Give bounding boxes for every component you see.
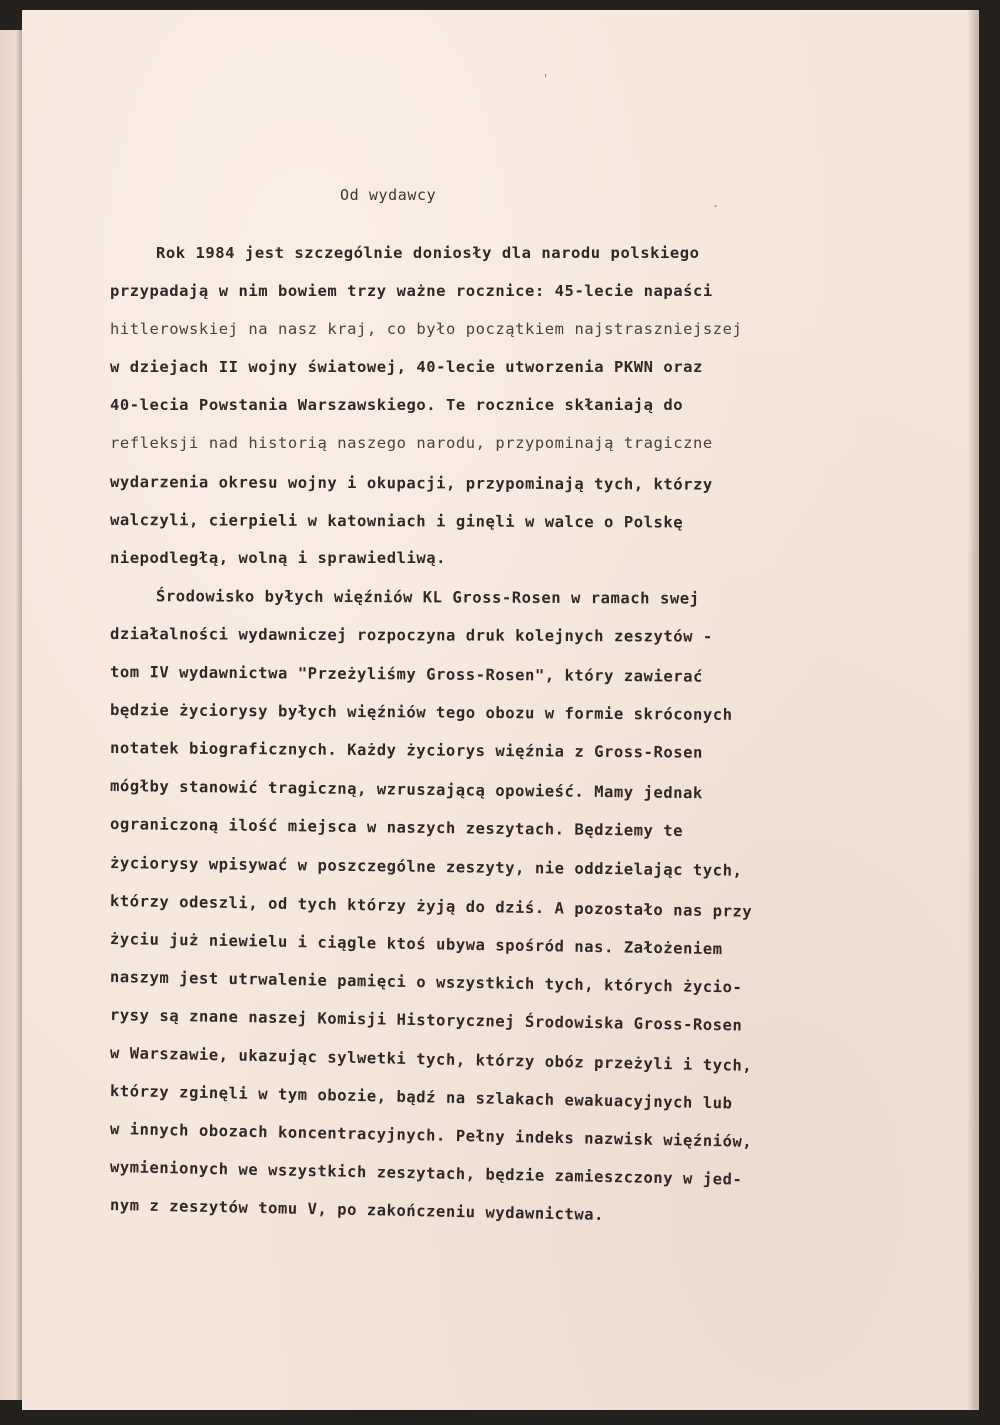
text-line: nym z zeszytów tomu V, po zakończeniu wydawnictwa. [109,1196,605,1225]
text-line: wydarzenia okresu wojny i okupacji, przypominają tych, którzy [109,472,713,494]
body-text [110,234,890,1224]
text-line: refleksji nad historią naszego narodu, przypominają tragiczne [110,434,713,453]
page-edge-shadow [967,10,977,1410]
paper-speck: . [712,196,720,210]
previous-page-edge [0,30,23,1400]
text-line: Rok 1984 jest szczególnie doniosły dla narodu polskiego [156,244,700,262]
text-line: będzie życiorysy byłych więźniów tego obozu w formie skróconych [109,701,733,725]
paper-speck: ' [542,72,550,86]
text-line: życiu już niewielu i ciągle ktoś ubywa spośród nas. Założeniem [109,929,723,958]
text-line: Środowisko byłych więźniów KL Gross-Rosen w ramach swej [155,587,700,608]
text-line: hitlerowskiej na nasz kraj, co było początkiem najstraszniejszej [110,320,743,339]
text-line: mógłby stanowić tragiczną, wzruszającą opowieść. Mamy jednak [109,777,703,803]
document-page [22,10,977,1410]
text-line: którzy odeszli, od tych którzy żyją do dziś. A pozostało nas przy [109,891,753,921]
page-title: Od wydawcy [340,186,437,204]
text-line: naszym jest utrwalenie pamięci o wszystkich tych, których życio- [109,967,743,997]
text-line: wymienionych we wszystkich zeszytach, będzie zamieszczony w jed- [109,1158,743,1189]
text-line: rysy są znane naszej Komisji Historycznej Środowiska Gross-Rosen [109,1005,743,1035]
text-line: przypadają w nim bowiem trzy ważne rocznice: 45-lecie napaści [110,282,713,301]
text-line: walczyli, cierpieli w katowniach i ginęli w walce o Polskę [109,510,684,532]
text-line: ograniczoną ilość miejsca w naszych zeszytach. Będziemy te [109,815,684,841]
text-line: życiorysy wpisywać w poszczególne zeszyty, nie oddzielając tych, [109,853,743,880]
text-line: tom IV wydawnictwa "Przeżyliśmy Gross-Rosen", który zawierać [109,663,703,686]
text-line: 40-lecia Powstania Warszawskiego. Te rocznice skłaniają do [110,396,684,415]
text-line: którzy zginęli w tym obozie, bądź na szlakach ewakuacyjnych lub [109,1082,733,1113]
text-line: notatek biograficznych. Każdy życiorys więźnia z Gross-Rosen [109,739,703,762]
text-line: w Warszawie, ukazując sylwetki tych, którzy obóz przeżyli i tych, [109,1043,753,1075]
text-line: w dziejach II wojny światowej, 40-lecie utworzenia PKWN oraz [110,358,703,377]
text-line: niepodległą, wolną i sprawiedliwą. [110,548,446,567]
text-line: działalności wydawniczej rozpoczyna druk kolejnych zeszytów - [109,624,713,646]
text-line: w innych obozach koncentracyjnych. Pełny indeks nazwisk więźniów, [109,1120,753,1152]
